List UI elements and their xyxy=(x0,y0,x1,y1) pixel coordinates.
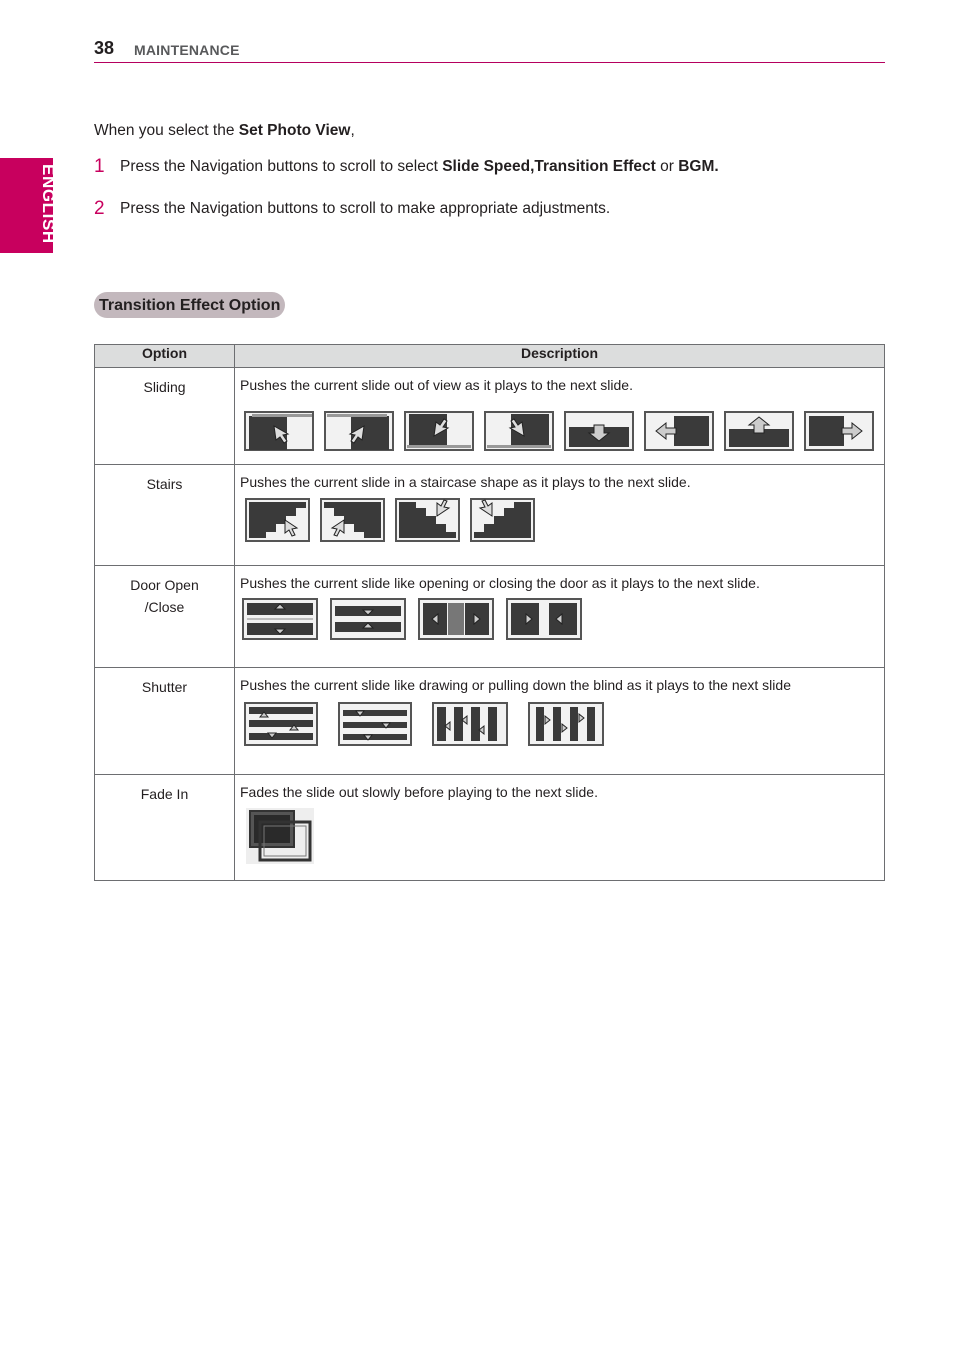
fade-icons xyxy=(246,808,879,864)
step-number: 1 xyxy=(94,156,105,177)
stairs-icon xyxy=(470,498,535,542)
description-cell: Pushes the current slide like drawing or pulling down the blind as it plays to the next slide xyxy=(235,668,885,775)
slide-left-icon xyxy=(644,411,714,451)
description-cell: Pushes the current slide out of view as it plays to the next slide. xyxy=(235,368,885,465)
table-header-row xyxy=(95,345,885,368)
table-row xyxy=(95,465,885,566)
stairs-icon xyxy=(395,498,460,542)
shutter-horizontal-icon xyxy=(338,702,412,746)
table-row xyxy=(95,566,885,668)
option-cell: Fade In xyxy=(95,775,235,881)
table-row xyxy=(95,668,885,775)
shutter-vertical-icon xyxy=(528,702,604,746)
section-name: MAINTENANCE xyxy=(134,42,240,58)
slide-diagonal-icon xyxy=(244,411,314,451)
option-cell: Stairs xyxy=(95,465,235,566)
shutter-vertical-icon xyxy=(432,702,508,746)
stairs-icons xyxy=(245,498,879,542)
door-icons xyxy=(242,598,879,640)
intro-paragraph: When you select the Set Photo View, xyxy=(94,122,355,139)
door-horizontal-icon xyxy=(418,598,494,640)
description-cell: Fades the slide out slowly before playing to the next slide. xyxy=(235,775,885,881)
table-row xyxy=(95,368,885,465)
shutter-icons xyxy=(244,702,879,746)
slide-up-icon xyxy=(724,411,794,451)
set-photo-view-term: Set Photo View xyxy=(238,122,351,139)
option-column-header: Option xyxy=(95,345,235,368)
slide-diagonal-icon xyxy=(404,411,474,451)
door-vertical-icon xyxy=(242,598,318,640)
description-cell: Pushes the current slide like opening or closing the door as it plays to the next slide. xyxy=(235,566,885,668)
language-tab xyxy=(0,158,58,253)
door-vertical-icon xyxy=(330,598,406,640)
step-1: 1 Press the Navigation buttons to scroll to select Slide Speed,Transition Effect or BGM. xyxy=(94,156,719,177)
option-cell: Door Open /Close xyxy=(95,566,235,668)
slide-right-icon xyxy=(804,411,874,451)
language-tab-label: ENGLISH xyxy=(39,164,58,244)
fade-in-icon xyxy=(246,808,314,864)
slide-down-icon xyxy=(564,411,634,451)
shutter-horizontal-icon xyxy=(244,702,318,746)
option-cell: Shutter xyxy=(95,668,235,775)
stairs-icon xyxy=(245,498,310,542)
header-divider xyxy=(94,62,885,63)
page-number: 38 xyxy=(94,38,115,58)
description-column-header: Description xyxy=(235,345,885,368)
description-cell: Pushes the current slide in a staircase shape as it plays to the next slide. xyxy=(235,465,885,566)
door-horizontal-icon xyxy=(506,598,582,640)
step-number: 2 xyxy=(94,198,105,219)
stairs-icon xyxy=(320,498,385,542)
sliding-icons xyxy=(244,411,879,451)
transition-effect-table xyxy=(94,344,885,881)
table-row xyxy=(95,775,885,881)
step-2: 2 Press the Navigation buttons to scroll to make appropriate adjustments. xyxy=(94,198,611,219)
section-title: Transition Effect Option xyxy=(94,292,285,318)
slide-diagonal-icon xyxy=(324,411,394,451)
slide-diagonal-icon xyxy=(484,411,554,451)
option-cell: Sliding xyxy=(95,368,235,465)
